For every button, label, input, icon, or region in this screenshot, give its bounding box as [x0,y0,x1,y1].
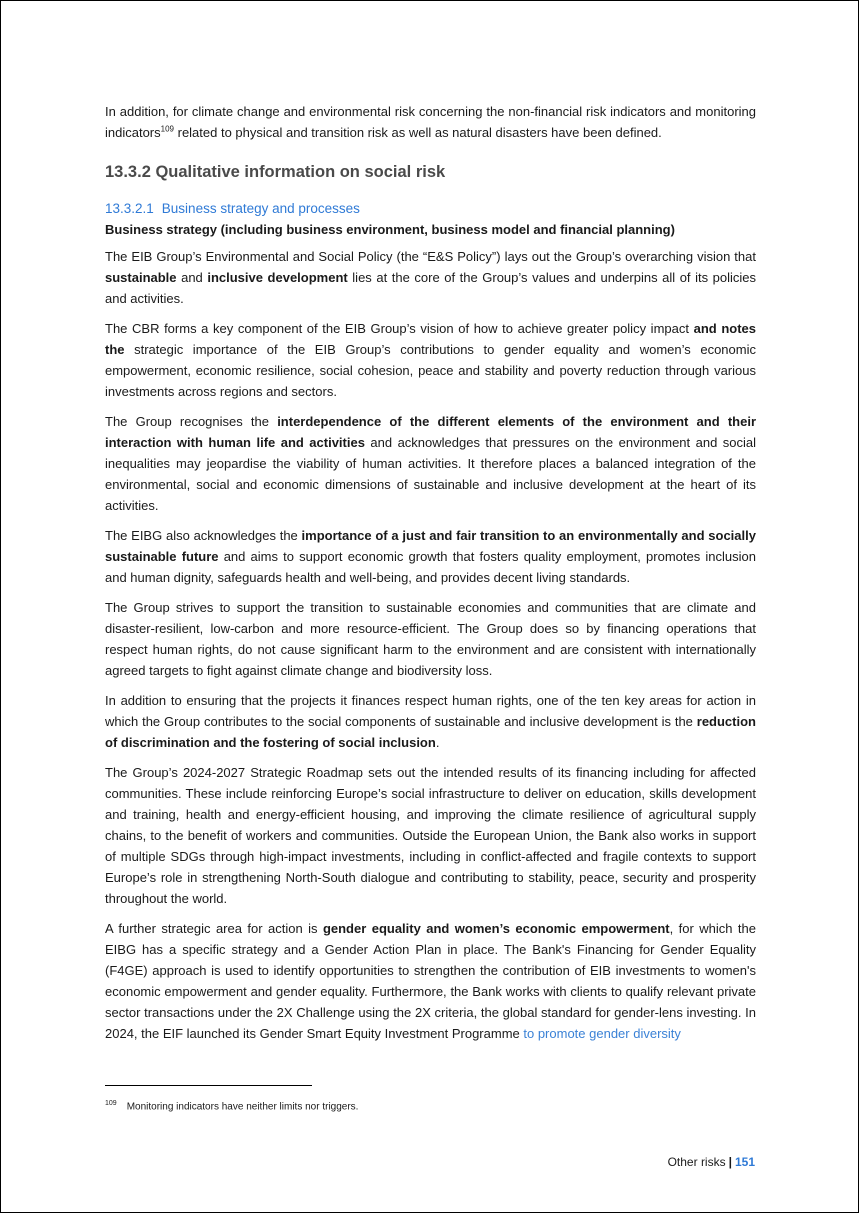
text: and acknowledges that pressures on the environment and social inequalities may jeopardise the viability of human activities. It therefore places a balanced integration of the environmental, social and economic dimensions of sustainable and inclusive development at the heart of its activities. [105,435,757,513]
page-footer [668,1154,755,1170]
footnote-number: 109 [105,1100,117,1107]
text: The CBR forms a key component of the EIB Group’s vision of how to achieve greater policy impact [105,321,694,336]
text: In addition to ensuring that the projects it finances respect human rights, one of the ten key areas for action in which the Group contributes to the social components of sustainable and inclusive development is the [105,693,756,729]
text: The Group recognises the [105,414,278,429]
paragraph-gender-equality [105,918,756,1044]
text: , for which the EIBG has a specific strategy and a Gender Action Plan in place. The Bank's Financing for Gender Equality (F4GE) approach is used to identify opportunities to strengthen the contribution of EIB investments to women's economic empowerment and gender equality. Furthermore, the Bank works with clients to qualify relevant private sector transactions under the 2X Challenge using the 2X criteria, the global standard for gender-lens investing. In 2024, the EIF launched its Gender Smart Equity Investment Programme [105,921,757,1041]
paragraph-sustainable-economies: The Group strives to support the transition to sustainable economies and communities that are climate and disaster-resilient, low-carbon and more resource-efficient. The Group does so by financing operations that respect human rights, do not cause significant harm to the environment and are consistent with internationally agreed targets to fight against climate change and biodiversity loss. [105,600,756,678]
intro-text: In addition, for climate change and environmental risk concerning the non-financial risk indicators and monitoring indicators [105,104,756,140]
bold-text: interdependence of the different elements of the environment and their interaction with human life and activities [105,414,756,450]
footnote-reference: 109 [160,124,174,134]
text: . [435,735,440,750]
text: The EIB Group’s Environmental and Social Policy (the “E&S Policy”) lays out the Group’s overarching vision that [105,249,756,264]
intro-paragraph [105,101,756,143]
subsection-number: 13.3.2.1 [105,201,154,216]
subsection-heading [105,199,756,219]
footnote-text: Monitoring indicators have neither limits nor triggers. [126,1101,359,1113]
intro-text-end: related to physical and transition risk as well as natural disasters have been defined. [174,125,662,140]
business-strategy-heading: Business strategy (including business environment, business model and financial planning) [105,222,675,237]
bold-text: and notes the [105,321,756,357]
paragraph-cbr [105,318,756,402]
section-title: 13.3.2 Qualitative information on social risk [105,163,446,181]
text: A further strategic area for action is [105,921,323,936]
paragraph-strategic-roadmap: The Group’s 2024-2027 Strategic Roadmap sets out the intended results of its financing including for affected communities. These include reinforcing Europe’s social infrastructure to deliver on education, skills development and training, health and energy-efficient housing, and improving the climate resilience of agricultural supply chains, to the benefit of workers and communities. Outside the European Union, the Bank also works in support of multiple SDGs through high-impact investments, including in conflict-affected and fragile contexts to support Europe’s role in strengthening North-South dialogue and contributing to stability, peace, security and prosperity throughout the world. [105,765,756,906]
bold-text: gender equality and women’s economic empowerment [322,921,670,936]
bold-text: inclusive development [207,270,348,285]
highlighted-text: to promote gender diversity [523,1026,681,1041]
bold-text: importance of a just and fair transition to an environmentally and socially sustainable future [105,528,756,564]
text: lies at the core of the Group’s values and underpins all of its policies and activities. [105,270,757,306]
paragraph-interdependence [105,411,756,516]
text: and [176,270,208,285]
paragraph-es-policy [105,246,756,309]
paragraph-just-transition [105,525,756,588]
paragraph-human-rights [105,690,756,753]
page-number: 151 [734,1155,755,1169]
subsection-title: Business strategy and processes [161,201,360,216]
footer-section-label: Other risks [667,1155,726,1169]
bold-text: reduction of discrimination and the fostering of social inclusion [105,714,756,750]
text: The EIBG also acknowledges the [105,528,302,543]
text: strategic importance of the EIB Group’s contributions to gender equality and women’s economic empowerment, economic resilience, social cohesion, peace and stability and poverty reduction through various investments across regions and sectors. [105,342,756,399]
text: and aims to support economic growth that fosters quality employment, promotes inclusion and human dignity, safeguards health and well-being, and provides decent living standards. [105,549,757,585]
bold-text: sustainable [105,270,177,285]
footnote [105,1097,358,1114]
footnote-divider [105,1085,312,1086]
footer-separator: | [728,1155,732,1169]
main-content [105,101,756,1053]
